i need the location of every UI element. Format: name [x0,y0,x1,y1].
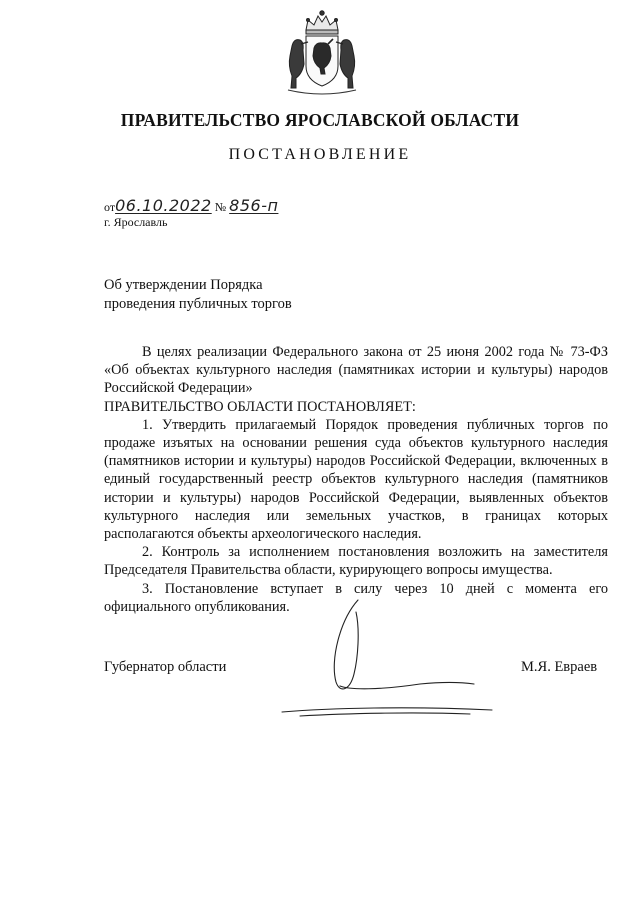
number-prefix: № [214,200,227,214]
item-2: 2. Контроль за исполнением постановления возложить на заместителя Председателя Правительства области, курирующего вопросы имущества. [104,544,608,579]
coat-of-arms-icon [284,8,360,96]
government-name: ПРАВИТЕЛЬСТВО ЯРОСЛАВСКОЙ ОБЛАСТИ [120,110,520,130]
subject-line-2: проведения публичных торгов [104,296,292,312]
item-1: 1. Утвердить прилагаемый Порядок проведения публичных торгов по продаже изъятых на основании решения суда объектов культурного наследия (памятников истории и культуры) народов Российской Федерации, включенных в единый государственный реестр объектов культурного наследия (памятников истории и культуры) народов Российской Федерации, выявленных объектов культурного наследия или земельных участков, в границах которых располагаются объекты археологического наследия. [104,416,608,543]
document-number: 856-п [229,196,279,215]
signature-icon [270,590,500,730]
document-body [104,343,608,616]
signatory-position: Губернатор области [104,659,227,675]
date-prefix: от [104,200,116,214]
signatory-name: М.Я. Евраев [521,659,598,675]
document-date: 06.10.2022 [115,196,212,215]
item-3: 3. Постановление вступает в силу через 10 дней с момента его официального опубликования. [104,580,608,615]
subject-line-1: Об утверждении Порядка [104,277,263,293]
document-type: ПОСТАНОВЛЕНИЕ [228,146,412,163]
decree-heading: ПРАВИТЕЛЬСТВО ОБЛАСТИ ПОСТАНОВЛЯЕТ: [104,398,416,415]
city: г. Ярославль [104,215,168,229]
date-number-line [104,196,278,215]
document-subject [104,276,292,314]
intro-paragraph: В целях реализации Федерального закона от 25 июня 2002 года № 73-ФЗ «Об объектах культурного наследия (памятниках истории и культуры) народов Российской Федерации» [104,344,608,397]
